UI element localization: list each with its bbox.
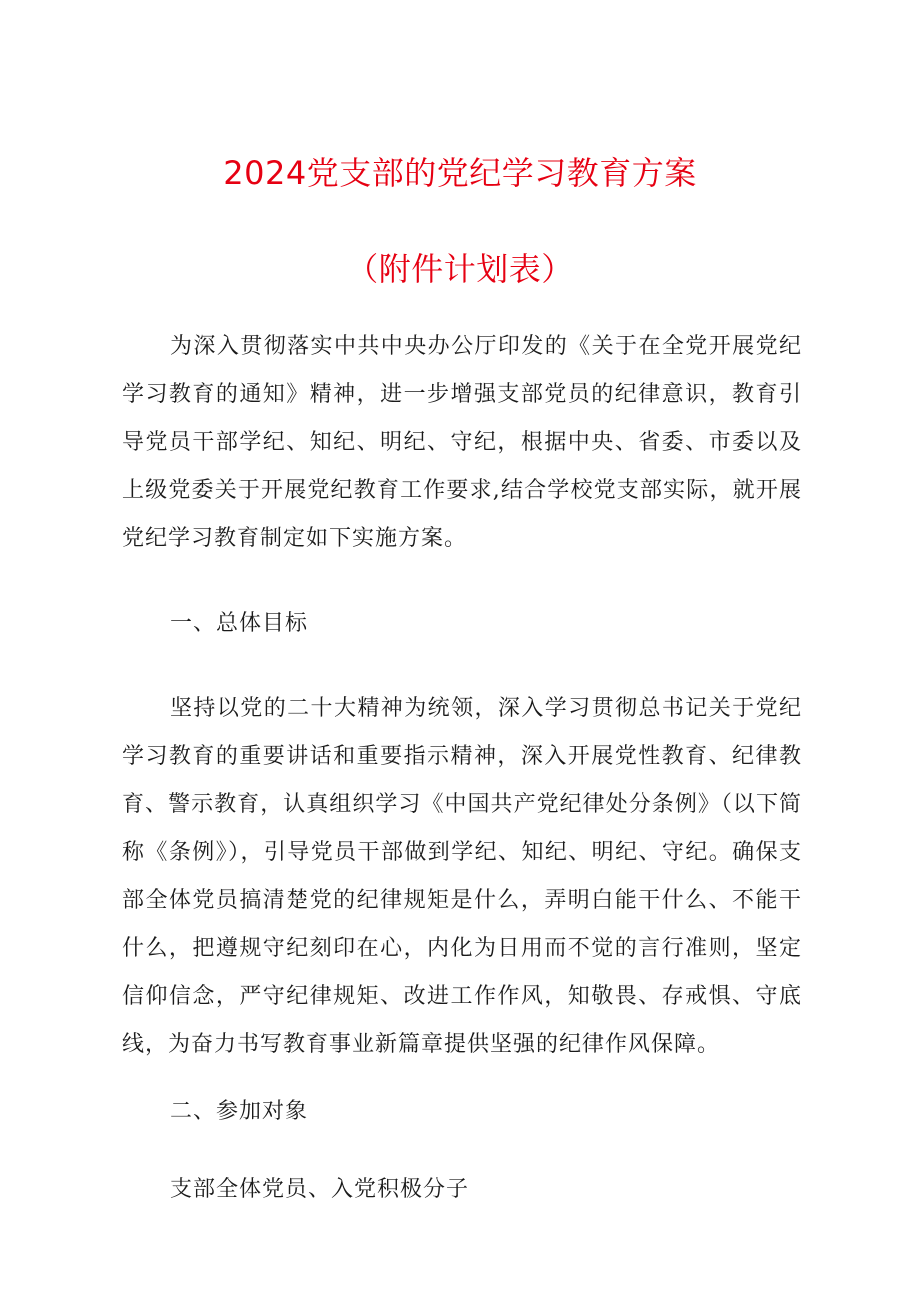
document-subtitle: （附件计划表） [346, 250, 574, 288]
overall-goal-paragraph: 坚持以党的二十大精神为统领，深入学习贯彻总书记关于党纪学习教育的重要讲话和重要指示精神，深入开展党性教育、纪律教育、警示教育，认真组织学习《中国共产党纪律处分条例》（以下简称《条例》），引导党员干部做到学纪、知纪、明纪、守纪。确保支部全体党员搞清楚党的纪律规矩是什么，弄明白能干什么、不能干什么，把遵规守纪刻印在心，内化为日用而不觉的言行准则，坚定信仰信念，严守纪律规矩、改进工作作风，知敬畏、存戒惧、守底线，为奋力书写教育事业新篇章提供坚强的纪律作风保障。 [122, 696, 802, 1057]
section-heading-participants: 二、参加对象 [170, 1099, 309, 1124]
document-title: 2024党支部的党纪学习教育方案 [223, 154, 697, 192]
section-heading-overall-goal: 一、总体目标 [170, 611, 309, 636]
participants-paragraph: 支部全体党员、入党积极分子 [170, 1177, 470, 1202]
intro-paragraph: 为深入贯彻落实中共中央办公厅印发的《关于在全党开展党纪学习教育的通知》精神，进一步增强支部党员的纪律意识，教育引导党员干部学纪、知纪、明纪、守纪，根据中央、省委、市委以及上级党委关于开展党纪教育工作要求,结合学校党支部实际，就开展党纪学习教育制定如下实施方案。 [122, 334, 802, 551]
